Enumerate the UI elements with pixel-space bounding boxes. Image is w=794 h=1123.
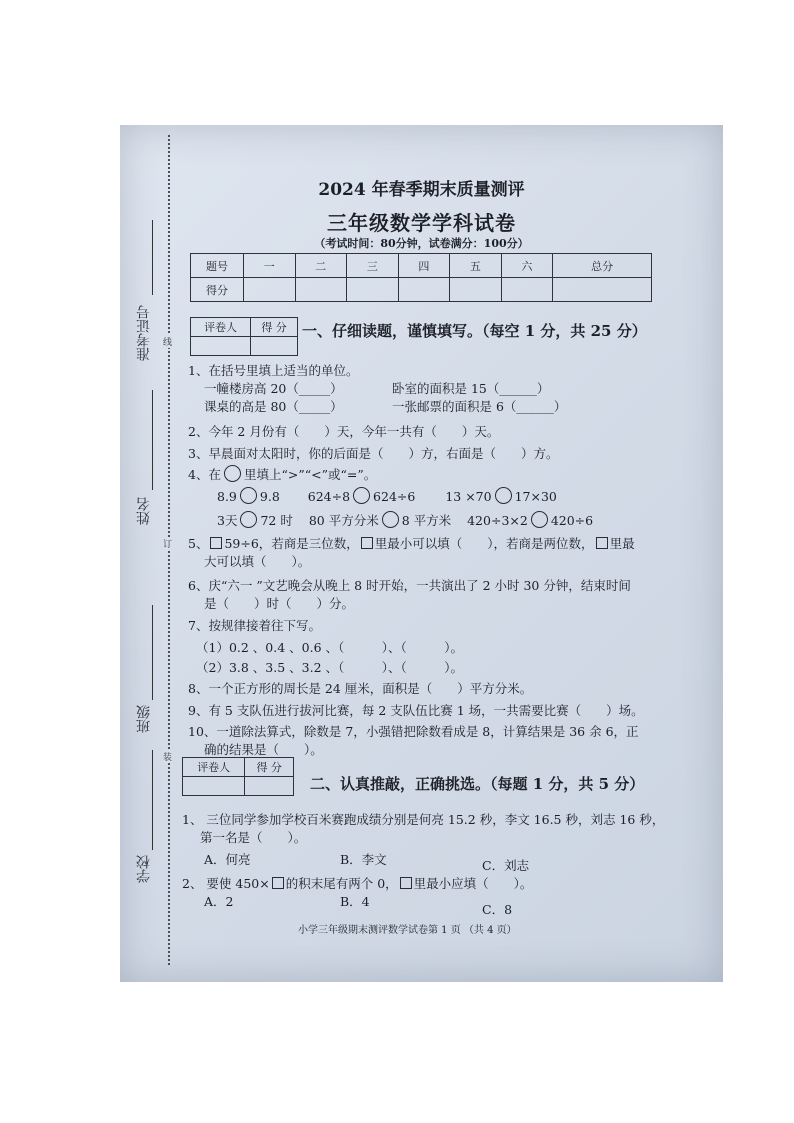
q4-text — [188, 465, 376, 484]
circle-blank-icon[interactable] — [495, 487, 512, 504]
q6-text-cont: 是（ ）时（ ）分。 — [204, 596, 355, 611]
circle-blank-icon[interactable] — [240, 511, 257, 528]
q1a-text: 一幢楼房高 20（_____） — [204, 381, 343, 396]
s2-q1-option-a[interactable]: A．何亮 — [204, 852, 251, 867]
class-label: 班级 — [136, 705, 152, 733]
binding-mark-order: 订 — [163, 537, 172, 550]
q4-item: 3天 — [217, 513, 238, 528]
score-table-row-label: 得分 — [191, 278, 244, 302]
s2-q2-part: 里最小应填（ ）。 — [413, 876, 533, 891]
s2-q2-part: 的积末尾有两个 0， — [285, 876, 398, 891]
score-table — [190, 253, 652, 302]
q4-item: 13 ×70 — [445, 489, 492, 504]
q10-text-cont: 确的结果是（ ）。 — [204, 742, 323, 757]
score-cell[interactable] — [347, 278, 399, 302]
q4-row2 — [217, 511, 593, 530]
q4-item: 420÷3×2 — [467, 513, 528, 528]
score-label: 得 分 — [251, 318, 298, 337]
name-underline — [152, 390, 153, 490]
score-cell[interactable] — [244, 278, 296, 302]
grader-label: 评卷人 — [191, 318, 251, 337]
q4-item: 9.8 — [259, 489, 280, 504]
q4-item: 8.9 — [217, 489, 237, 504]
score-cell[interactable] — [295, 278, 347, 302]
q4-item: 72 时 — [260, 513, 293, 528]
q7b-text: （2）3.8 、3.5 、3.2 、（ ）、（ ）。 — [196, 660, 464, 675]
score-cell[interactable] — [251, 337, 298, 356]
s2-q1-option-c[interactable]: C．刘志 — [482, 858, 530, 873]
q7-text: 7、按规律接着往下写。 — [188, 618, 321, 633]
score-table-col: 五 — [450, 254, 502, 278]
square-blank-icon — [361, 537, 373, 549]
q4-item: 80 平方分米 — [308, 513, 379, 528]
grader-box-1 — [190, 317, 298, 356]
score-cell[interactable] — [398, 278, 450, 302]
grader-cell[interactable] — [183, 777, 245, 796]
square-blank-icon — [400, 877, 412, 889]
q4-item: 17×30 — [514, 489, 557, 504]
page-footer: 小学三年级期末测评数学试卷第 1 页 （共 4 页） — [298, 925, 517, 936]
q5-part: 里最小可以填（ ），若商是两位数， — [374, 536, 594, 551]
grader-box-2 — [182, 757, 294, 796]
score-cell[interactable] — [501, 278, 553, 302]
score-table-score-row — [191, 278, 652, 302]
score-table-col: 一 — [244, 254, 296, 278]
q10-text: 10、一道除法算式，除数是 7，小强错把除数看成是 8，计算结果是 36 余 6，正 — [188, 724, 639, 739]
score-table-row-label: 题号 — [191, 254, 244, 278]
score-table-col: 三 — [347, 254, 399, 278]
q1c-text: 课桌的高是 80（_____） — [204, 399, 343, 414]
exam-title: 2024 年春季期末质量测评 — [318, 180, 525, 200]
name-label: 姓名 — [136, 497, 152, 525]
s2-q2-option-c[interactable]: C．8 — [482, 902, 513, 917]
s2-q2-option-b[interactable]: B．4 — [340, 894, 370, 909]
school-label: 学校 — [136, 855, 152, 883]
circle-blank-icon[interactable] — [353, 487, 370, 504]
grader-cell[interactable] — [191, 337, 251, 356]
s2-q1-option-b[interactable]: B．李文 — [340, 852, 387, 867]
score-label: 得 分 — [245, 758, 294, 777]
school-underline — [152, 750, 153, 850]
exam-number-label: 准考证号 — [136, 305, 152, 361]
grader-label: 评卷人 — [183, 758, 245, 777]
q4-suffix: 里填上“>”“<”或“=”。 — [243, 467, 377, 482]
s2-q1-text-cont: 第一名是（ ）。 — [200, 830, 307, 845]
score-table-col: 二 — [295, 254, 347, 278]
q4-item: 420÷6 — [550, 513, 594, 528]
q8-text: 8、一个正方形的周长是 24 厘米，面积是（ ）平方分米。 — [188, 681, 533, 696]
s2-q2-option-a[interactable]: A．2 — [204, 894, 234, 909]
q4-item: 624÷6 — [373, 489, 416, 504]
square-blank-icon — [596, 537, 608, 549]
q1b-text: 卧室的面积是 15（______） — [392, 381, 550, 396]
exam-paper — [120, 125, 723, 982]
circle-blank-icon[interactable] — [382, 511, 399, 528]
score-table-header-row — [191, 254, 652, 278]
square-blank-icon — [272, 877, 284, 889]
q1-text: 1、在括号里填上适当的单位。 — [188, 363, 359, 378]
exam-subtitle: 三年级数学学科试卷 — [327, 211, 516, 235]
q6-text: 6、庆“六一 ”文艺晚会从晚上 8 时开始，一共演出了 2 小时 30 分钟，结束时间 — [188, 578, 631, 593]
circle-blank-icon[interactable] — [531, 511, 548, 528]
score-cell[interactable] — [450, 278, 502, 302]
q3-text: 3、早晨面对太阳时，你的后面是（ ）方，右面是（ ）方。 — [188, 446, 559, 461]
q9-text: 9、有 5 支队伍进行拔河比赛，每 2 支队伍比赛 1 场，一共需要比赛（ ）场。 — [188, 703, 644, 718]
section2-title: 二、认真推敲，正确挑选。（每题 1 分，共 5 分） — [310, 775, 645, 793]
q5-text — [188, 535, 635, 553]
q5-part: 59÷6，若商是三位数， — [224, 536, 359, 551]
q5-part: 5、 — [188, 536, 209, 551]
score-table-col: 四 — [398, 254, 450, 278]
score-table-col: 六 — [501, 254, 553, 278]
q5-text-cont: 大可以填（ ）。 — [204, 554, 311, 569]
q7a-text: （1）0.2 、0.4 、0.6 、（ ）、（ ）。 — [196, 640, 464, 655]
class-underline — [152, 605, 153, 700]
binding-mark-line: 线 — [163, 335, 172, 348]
s2-q1-text: 1、 三位同学参加学校百米赛跑成绩分别是何亮 15.2 秒，李文 16.5 秒，刘志 16 秒， — [182, 812, 665, 827]
score-table-col: 总分 — [553, 254, 652, 278]
q5-part: 里最 — [609, 536, 635, 551]
q2-text: 2、今年 2 月份有（ ）天，今年一共有（ ）天。 — [188, 424, 500, 439]
q4-item: 624÷8 — [307, 489, 351, 504]
binding-mark-pack: 装 — [163, 750, 172, 763]
score-cell[interactable] — [245, 777, 294, 796]
s2-q2-text — [182, 875, 532, 893]
score-cell[interactable] — [553, 278, 652, 302]
square-blank-icon — [210, 537, 222, 549]
q4-row1 — [217, 487, 557, 506]
exam-info: （考试时间：80分钟，试卷满分：100分） — [314, 237, 529, 250]
q4-prefix: 4、在 — [188, 467, 221, 482]
circle-blank-icon[interactable] — [240, 487, 257, 504]
section1-title: 一、仔细读题，谨慎填写。（每空 1 分，共 25 分） — [302, 322, 647, 340]
binding-dotted-line — [168, 135, 170, 965]
q4-item: 8 平方米 — [401, 513, 452, 528]
s2-q2-part: 2、 要使 450× — [182, 876, 270, 891]
q1d-text: 一张邮票的面积是 6（______） — [392, 399, 567, 414]
circle-blank-icon — [224, 465, 241, 482]
